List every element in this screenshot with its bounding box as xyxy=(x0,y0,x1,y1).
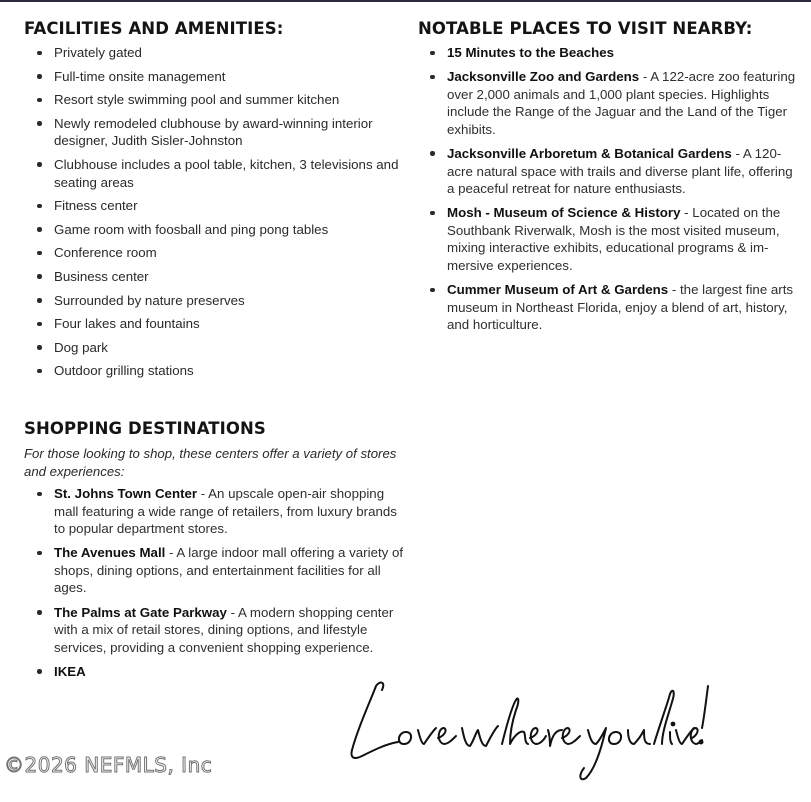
list-item: Clubhouse includes a pool table, kitchen, 3 televisions and seating areas xyxy=(25,156,410,191)
list-item: Surrounded by nature preserves xyxy=(25,292,410,310)
store-name: The Avenues Mall xyxy=(54,545,166,561)
place-name: Cummer Museum of Art & Gardens xyxy=(447,282,669,298)
list-item: Four lakes and fountains xyxy=(25,315,410,333)
love-where-you-live-script xyxy=(340,672,715,787)
store-name: The Palms at Gate Parkway xyxy=(54,604,227,620)
nearby-heading: NOTABLE PLACES TO VISIT NEARBY: xyxy=(418,19,753,38)
list-item: Newly remodeled clubhouse by award-winning interior designer, Judith Sisler-Johnston xyxy=(25,115,410,150)
top-divider xyxy=(0,0,811,2)
list-item xyxy=(418,281,798,334)
list-item: Privately gated xyxy=(25,44,410,62)
list-item: Business center xyxy=(25,268,410,286)
list-item: Resort style swimming pool and summer kitchen xyxy=(25,91,410,109)
facilities-list xyxy=(25,44,410,386)
place-description: - Located on the Southbank Riverwalk, Mosh is the most visited museum, mixing interactive exhibits, educational programs & im-mersive experiences. xyxy=(447,205,781,274)
list-item xyxy=(418,68,798,138)
place-description: - A 120-acre natural space with trails and diverse plant life, offering a peaceful retreat for nature enthusiasts. xyxy=(447,145,793,197)
list-item xyxy=(418,44,798,62)
list-item xyxy=(418,204,798,274)
list-item xyxy=(25,604,410,657)
place-description: - A 122-acre zoo featuring over 2,000 animals and 1,000 plant species. Highlights include the Range of the Jaguar and the Land of the Tiger exhibits. xyxy=(447,69,796,137)
place-name: 15 Minutes to the Beaches xyxy=(447,45,614,60)
list-item: Fitness center xyxy=(25,197,410,215)
list-item: Outdoor grilling stations xyxy=(25,362,410,380)
shopping-list xyxy=(25,485,410,687)
store-description: - A modern shopping center with a mix of retail stores, dining options, and lifestyle services, providing a convenient shopping experience. xyxy=(54,604,394,655)
list-item: Game room with foosball and ping pong tables xyxy=(25,221,410,239)
list-item xyxy=(25,485,410,538)
place-description: - the largest fine arts museum in Northeast Florida, enjoy a blend of art, history, and horticulture. xyxy=(447,282,794,333)
list-item: Conference room xyxy=(25,244,410,262)
tagline-script xyxy=(340,672,715,792)
store-description: - A large indoor mall offering a variety of shops, dining options, and entertainment facilities for all ages. xyxy=(54,545,404,596)
place-name: Mosh - Museum of Science & History xyxy=(447,205,681,221)
store-description: - An upscale open-air shopping mall featuring a wide range of retailers, from luxury brands to popular department stores. xyxy=(54,486,397,537)
place-name: Jacksonville Zoo and Gardens xyxy=(447,69,640,85)
shopping-intro: For those looking to shop, these centers offer a variety of stores and experiences: xyxy=(24,446,397,479)
nearby-list xyxy=(418,44,798,340)
store-name: IKEA xyxy=(54,663,86,679)
store-name: St. Johns Town Center xyxy=(54,486,198,501)
list-item: Dog park xyxy=(25,339,410,357)
copyright-watermark: ©2026 NEFMLS, Inc xyxy=(4,753,213,777)
place-name: Jacksonville Arboretum & Botanical Gardens xyxy=(447,145,732,161)
list-item xyxy=(418,145,798,198)
list-item xyxy=(25,544,410,597)
list-item: Full-time onsite management xyxy=(25,68,410,86)
facilities-heading: FACILITIES AND AMENITIES: xyxy=(24,19,284,38)
shopping-heading: SHOPPING DESTINATIONS xyxy=(24,419,266,438)
